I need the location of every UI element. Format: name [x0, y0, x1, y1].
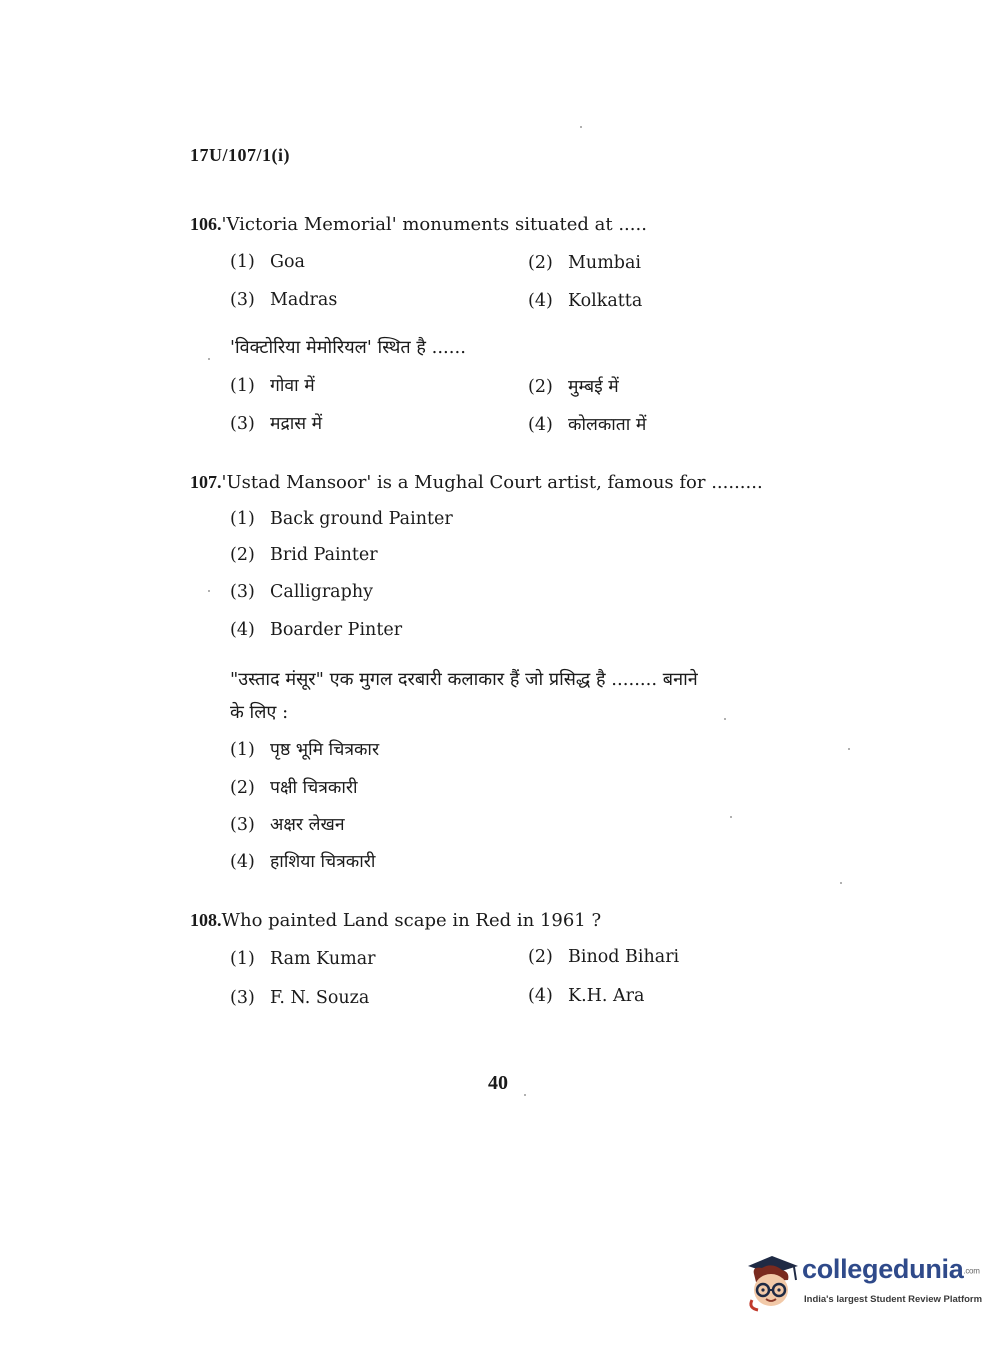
- option-item: [230, 582, 373, 602]
- option-number: (2): [528, 377, 553, 397]
- scan-speck: [730, 816, 732, 818]
- option-number: (1): [230, 376, 255, 396]
- option-item: [230, 545, 378, 565]
- option-item: [230, 252, 305, 272]
- option-item: [230, 290, 337, 310]
- option-item: [528, 253, 641, 273]
- option-text: F. N. Souza: [270, 988, 370, 1008]
- option-number: (3): [230, 414, 255, 434]
- option-number: (3): [230, 290, 255, 310]
- question-text-hindi: "उस्ताद मंसूर" एक मुगल दरबारी कलाकार हैं जो प्रसिद्ध है ........ बनाने: [230, 669, 698, 690]
- option-number: (4): [230, 620, 255, 640]
- option-item: [528, 947, 679, 967]
- option-item: [230, 509, 453, 529]
- option-text: Brid Painter: [270, 545, 378, 565]
- option-number: (2): [528, 253, 553, 273]
- option-item: [230, 737, 379, 761]
- option-number: (4): [230, 852, 255, 872]
- option-text: कोलकाता में: [568, 415, 647, 435]
- option-text: पृष्ठ भूमि चित्रकार: [270, 740, 380, 760]
- option-item: [230, 812, 345, 836]
- option-text: Calligraphy: [270, 582, 373, 602]
- option-number: (2): [230, 778, 255, 798]
- scan-speck: [524, 1094, 526, 1096]
- option-text: Boarder Pinter: [270, 620, 403, 640]
- option-item: [528, 412, 646, 436]
- collegedunia-logo[interactable]: [742, 1252, 983, 1314]
- option-number: (2): [528, 947, 553, 967]
- scan-speck: [208, 590, 210, 592]
- logo-name: collegedunia: [802, 1254, 964, 1284]
- option-number: (1): [230, 252, 255, 272]
- option-item: [230, 775, 358, 799]
- question-number: 107.: [190, 472, 222, 492]
- question-text-hindi: 'विक्टोरिया मेमोरियल' स्थित है ......: [230, 337, 466, 358]
- question-108: [190, 910, 601, 931]
- option-text: Back ground Painter: [270, 509, 453, 529]
- option-text: हाशिया चित्रकारी: [270, 852, 376, 872]
- question-text-hindi-continued: के लिए :: [230, 702, 289, 723]
- question-text: Who painted Land scape in Red in 1961 ?: [221, 910, 602, 931]
- option-text: Goa: [270, 252, 305, 272]
- option-number: (4): [528, 415, 553, 435]
- option-text: मुम्बई में: [568, 377, 619, 397]
- option-item: [230, 949, 376, 969]
- option-text: अक्षर लेखन: [270, 815, 345, 835]
- option-number: (1): [230, 949, 255, 969]
- option-number: (3): [230, 815, 255, 835]
- paper-code: 17U/107/1(i): [190, 145, 290, 165]
- scan-speck: [580, 126, 582, 128]
- option-number: (1): [230, 509, 255, 529]
- scan-speck: [848, 748, 850, 750]
- option-text: पक्षी चित्रकारी: [270, 778, 358, 798]
- logo-suffix: .com: [963, 1266, 980, 1276]
- option-item: [230, 373, 315, 397]
- question-text: 'Ustad Mansoor' is a Mughal Court artist, famous for .........: [221, 472, 763, 493]
- option-text: Ram Kumar: [270, 949, 376, 969]
- option-number: (4): [528, 986, 553, 1006]
- page-number: 40: [488, 1072, 508, 1094]
- option-text: Binod Bihari: [568, 947, 680, 967]
- option-number: (3): [230, 988, 255, 1008]
- option-text: Kolkatta: [568, 291, 643, 311]
- logo-wordmark: [802, 1254, 980, 1285]
- option-item: [528, 374, 619, 398]
- option-number: (4): [528, 291, 553, 311]
- question-text: 'Victoria Memorial' monuments situated at .....: [221, 214, 647, 235]
- option-item: [230, 411, 322, 435]
- student-mascot-icon: [742, 1252, 802, 1314]
- option-item: [528, 291, 642, 311]
- option-text: Mumbai: [568, 253, 642, 273]
- scan-speck: [724, 718, 726, 720]
- option-text: मद्रास में: [270, 414, 323, 434]
- option-number: (1): [230, 740, 255, 760]
- question-107: [190, 472, 763, 493]
- logo-tagline: India's largest Student Review Platform: [804, 1294, 983, 1305]
- option-text: गोवा में: [270, 376, 315, 396]
- option-item: [230, 988, 369, 1008]
- scan-speck: [208, 358, 210, 360]
- option-item: [230, 620, 402, 640]
- option-text: Madras: [270, 290, 338, 310]
- question-number: 106.: [190, 214, 222, 234]
- scan-speck: [840, 882, 842, 884]
- question-106: [190, 214, 647, 235]
- option-number: (2): [230, 545, 255, 565]
- option-text: K.H. Ara: [568, 986, 645, 1006]
- question-number: 108.: [190, 910, 222, 930]
- option-item: [230, 849, 375, 873]
- option-number: (3): [230, 582, 255, 602]
- option-item: [528, 986, 644, 1006]
